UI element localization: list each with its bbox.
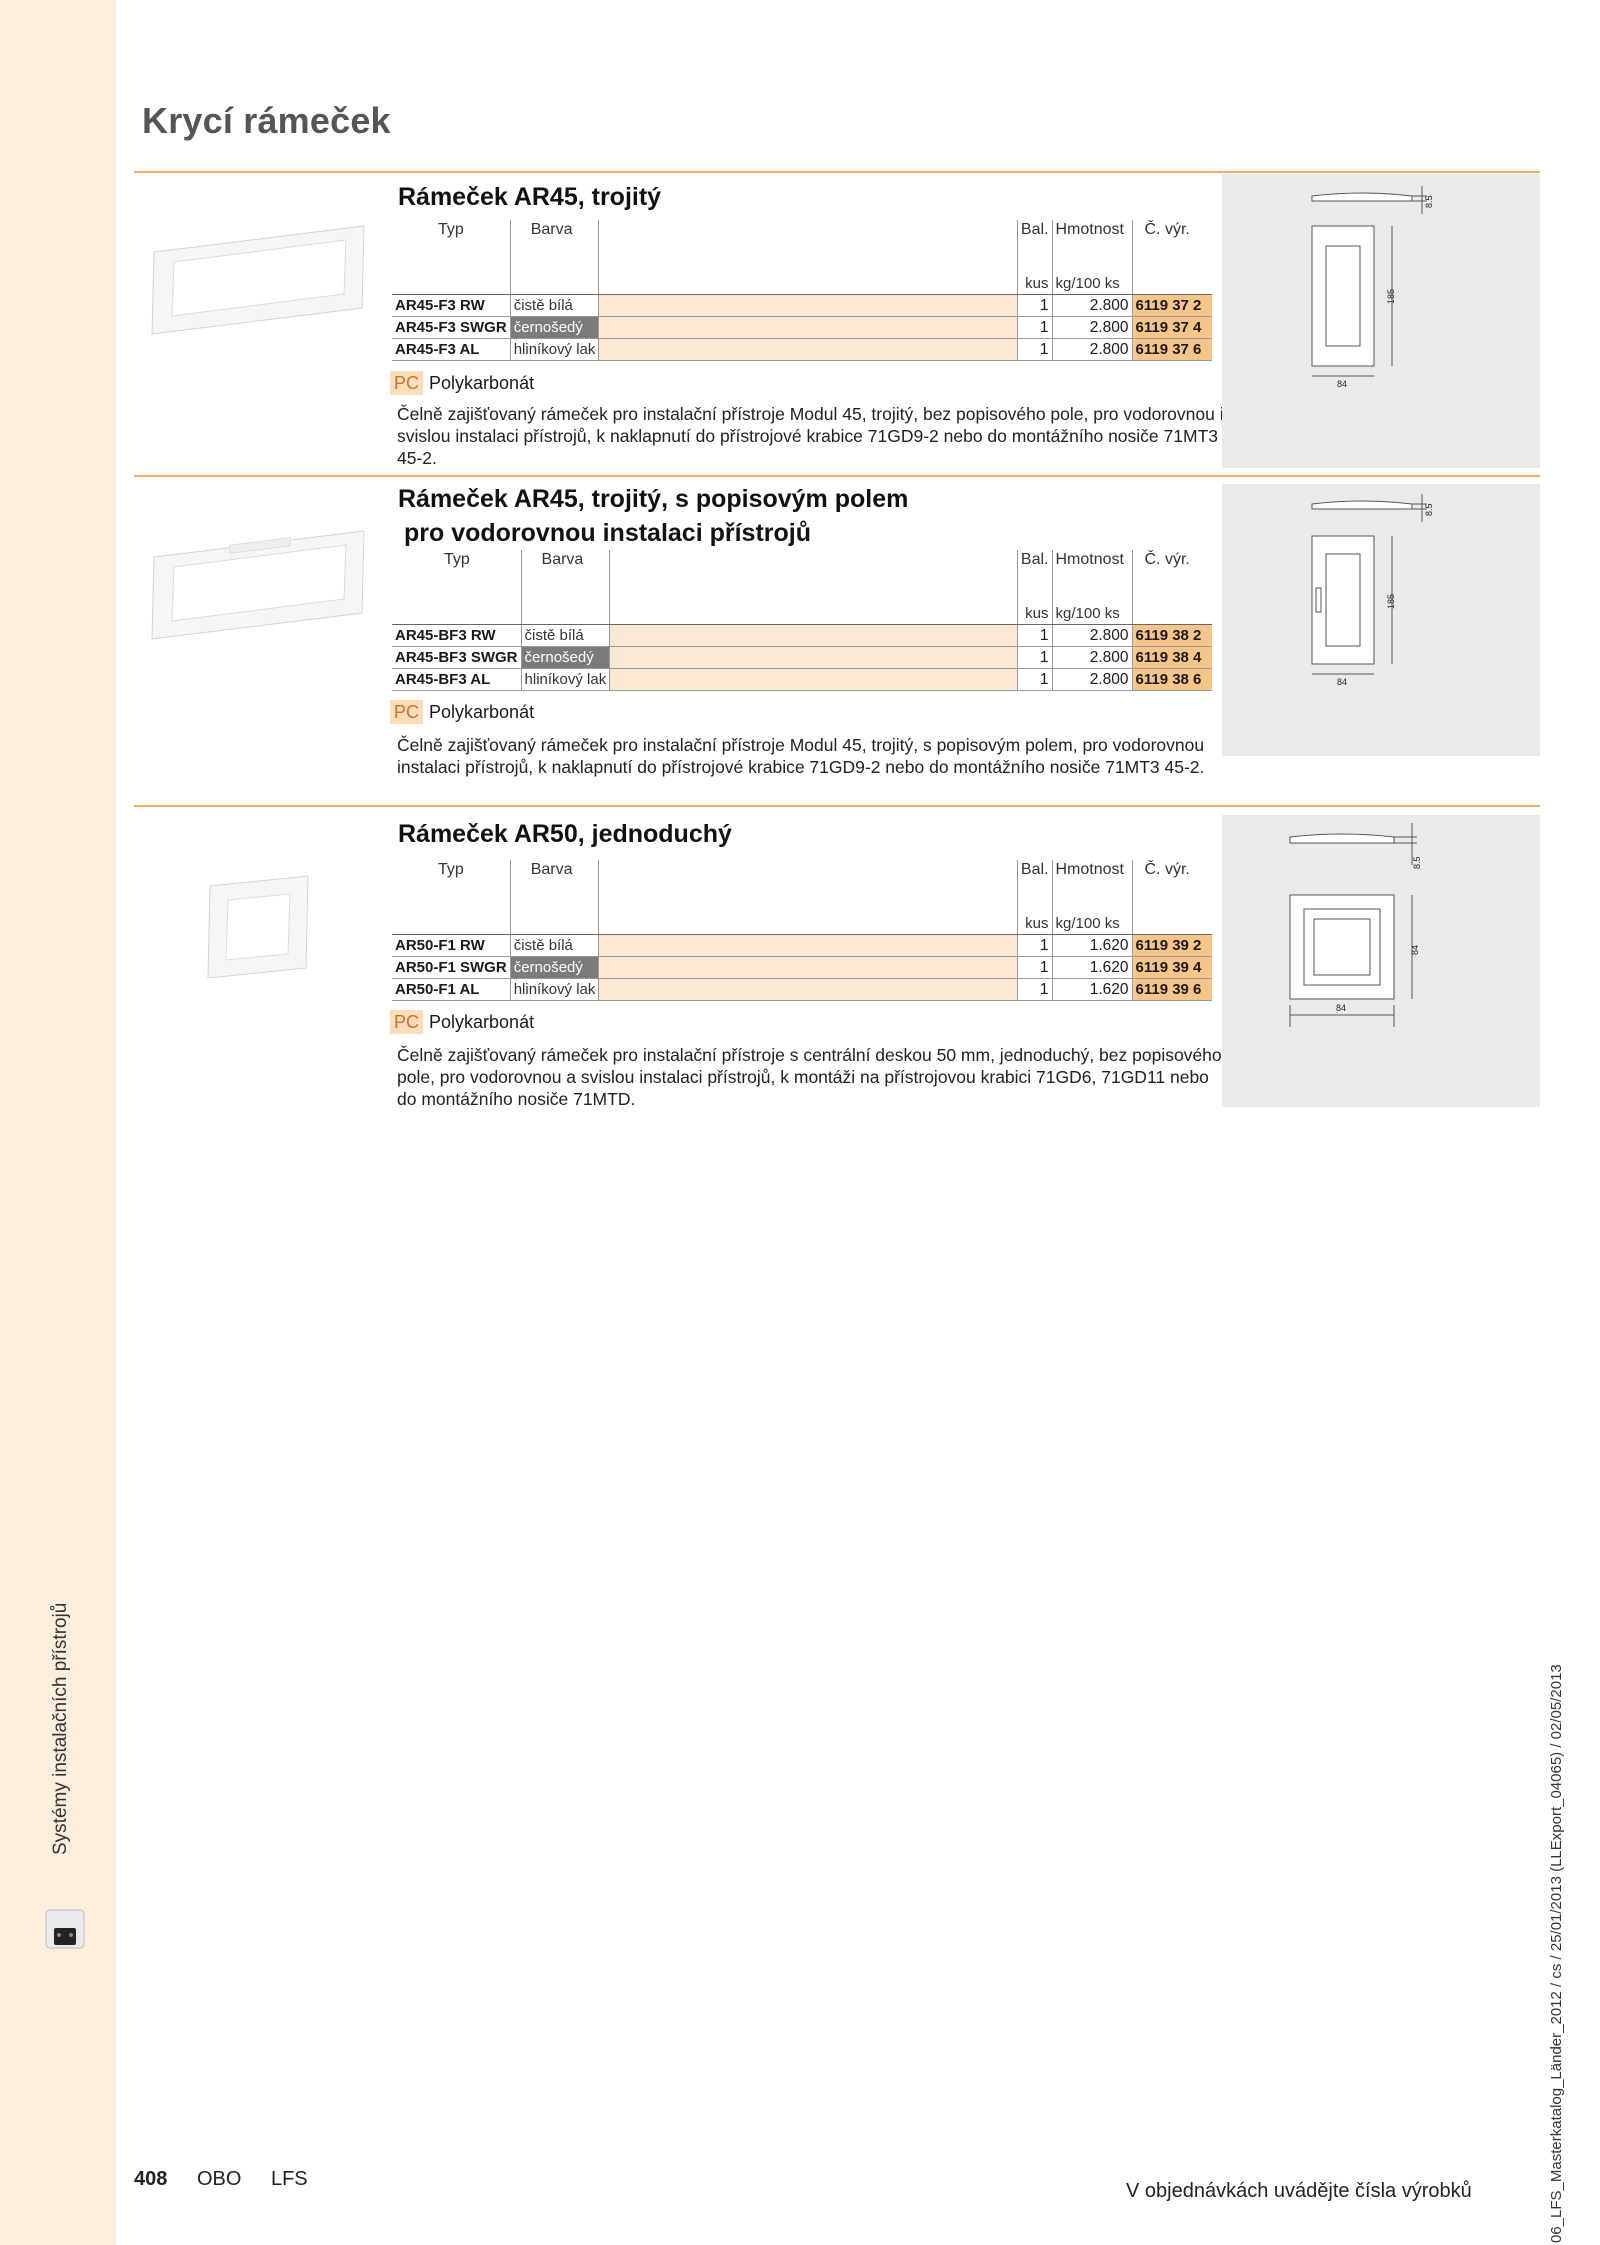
- material-code-badge: PC: [390, 1010, 423, 1034]
- brand-lfs: LFS: [270, 2168, 308, 2190]
- col-bal: Bal.: [1017, 860, 1052, 884]
- dim-width: 84: [1337, 677, 1348, 687]
- section-divider: [134, 475, 1540, 477]
- table-row: AR50-F1 RW čistě bílá 1 1.620 6119 39 2: [392, 935, 1212, 957]
- col-barva: Barva: [521, 550, 610, 574]
- product-photo-ar45-f3: [150, 222, 368, 338]
- material-line: [390, 1012, 534, 1033]
- col-hmotnost: Hmotnost: [1052, 550, 1132, 574]
- col-typ: Typ: [444, 551, 470, 568]
- dimension-drawing: [1222, 815, 1540, 1107]
- product-photo-ar45-bf3: [150, 527, 368, 643]
- unit-bal: kus: [1017, 914, 1052, 935]
- col-typ: Typ: [438, 221, 464, 238]
- dim-width: 84: [1337, 379, 1348, 389]
- col-bal: Bal.: [1017, 550, 1052, 574]
- section-divider: [134, 171, 1540, 173]
- section-heading: Rámeček AR45, trojitý: [398, 183, 662, 211]
- col-spacer: [599, 860, 1018, 884]
- col-cvyr: Č. výr.: [1132, 860, 1212, 884]
- dim-thickness: 8.5: [1424, 195, 1434, 208]
- material-code-badge: PC: [390, 371, 423, 395]
- col-hmotnost: Hmotnost: [1052, 220, 1132, 244]
- material-line: [390, 373, 534, 394]
- unit-hmotnost: kg/100 ks: [1052, 604, 1132, 625]
- product-description: Čelně zajišťovaný rámeček pro instalační přístroje Modul 45, trojitý, bez popisového pole, pro vodorovnou i svislou instalaci přístrojů, k naklapnutí do přístrojové krabice 71GD9-2 nebo do montážního nosiče 71MT3 45-2.: [397, 404, 1224, 468]
- col-barva: Barva: [510, 860, 599, 884]
- dim-height: 185: [1386, 593, 1396, 609]
- col-cvyr: Č. výr.: [1132, 550, 1212, 574]
- dimension-drawing: [1222, 174, 1540, 468]
- sidebar-title: Systémy instalačních přístrojů: [50, 1602, 71, 1855]
- order-note: V objednávkách uvádějte čísla výrobků: [1126, 2180, 1472, 2202]
- col-barva: Barva: [510, 220, 599, 244]
- brand-obo: OBO: [196, 2168, 242, 2190]
- col-typ: Typ: [438, 861, 464, 878]
- table-row: AR50-F1 SWGR černošedý 1 1.620 6119 39 4: [392, 957, 1212, 979]
- catalog-meta: 06_LFS_Masterkatalog_Länder_2012 / cs / 25/01/2013 (LLExport_04065) / 02/05/2013: [1548, 1664, 1565, 2243]
- table-row: AR45-BF3 AL hliníkový lak 1 2.800 6119 38 6: [392, 669, 1212, 691]
- product-description: Čelně zajišťovaný rámeček pro instalační přístroje Modul 45, trojitý, s popisovým polem, pro vodorovnou instalaci přístrojů, k naklapnutí do přístrojové krabice 71GD9-2 nebo do montážního nosiče 71MT3 45-2.: [397, 735, 1205, 777]
- col-hmotnost: Hmotnost: [1052, 860, 1132, 884]
- section-divider: [134, 805, 1540, 807]
- unit-hmotnost: kg/100 ks: [1052, 274, 1132, 295]
- col-spacer: [610, 550, 1018, 574]
- table-row: AR45-F3 SWGR černošedý 1 2.800 6119 37 4: [392, 317, 1212, 339]
- socket-icon: [44, 1908, 86, 1950]
- material-name: Polykarbonát: [429, 1012, 535, 1032]
- page-number: 408: [134, 2168, 168, 2190]
- unit-bal: kus: [1017, 604, 1052, 625]
- table-row: AR45-F3 RW čistě bílá 1 2.800 6119 37 2: [392, 295, 1212, 317]
- material-name: Polykarbonát: [429, 373, 535, 393]
- product-table: [392, 860, 1212, 1001]
- page-title: Krycí rámeček: [142, 100, 391, 141]
- material-code-badge: PC: [390, 700, 423, 724]
- unit-bal: kus: [1017, 274, 1052, 295]
- page-footer-left: [134, 2168, 308, 2191]
- product-table: [392, 220, 1212, 361]
- product-table: [392, 550, 1212, 691]
- table-row: AR45-BF3 RW čistě bílá 1 2.800 6119 38 2: [392, 625, 1212, 647]
- table-row: AR45-BF3 SWGR černošedý 1 2.800 6119 38 4: [392, 647, 1212, 669]
- dim-thickness: 8.5: [1424, 503, 1434, 516]
- col-bal: Bal.: [1017, 220, 1052, 244]
- section-heading: Rámeček AR50, jednoduchý: [398, 820, 732, 848]
- table-row: AR50-F1 AL hliníkový lak 1 1.620 6119 39 6: [392, 979, 1212, 1001]
- material-line: [390, 702, 534, 723]
- dimension-drawing: [1222, 484, 1540, 756]
- dim-height: 84: [1410, 944, 1420, 955]
- col-spacer: [599, 220, 1018, 244]
- section-heading: Rámeček AR45, trojitý, s popisovým polem: [398, 485, 909, 513]
- product-description: Čelně zajišťovaný rámeček pro instalační přístroje s centrální deskou 50 mm, jednoduchý, bez popisového pole, pro vodorovnou a svislou instalaci přístrojů, k montáži na přístrojovou krabici 71GD6, 71GD11 nebo do montážního nosiče 71MTD.: [397, 1045, 1222, 1109]
- product-photo-ar50-f1: [206, 872, 312, 982]
- dim-width: 84: [1336, 1003, 1347, 1013]
- section-heading-line2: pro vodorovnou instalaci přístrojů: [404, 519, 811, 547]
- table-row: AR45-F3 AL hliníkový lak 1 2.800 6119 37 6: [392, 339, 1212, 361]
- unit-hmotnost: kg/100 ks: [1052, 914, 1132, 935]
- material-name: Polykarbonát: [429, 702, 535, 722]
- dim-thickness: 8.5: [1412, 856, 1422, 869]
- dim-height: 185: [1386, 288, 1396, 304]
- col-cvyr: Č. výr.: [1132, 220, 1212, 244]
